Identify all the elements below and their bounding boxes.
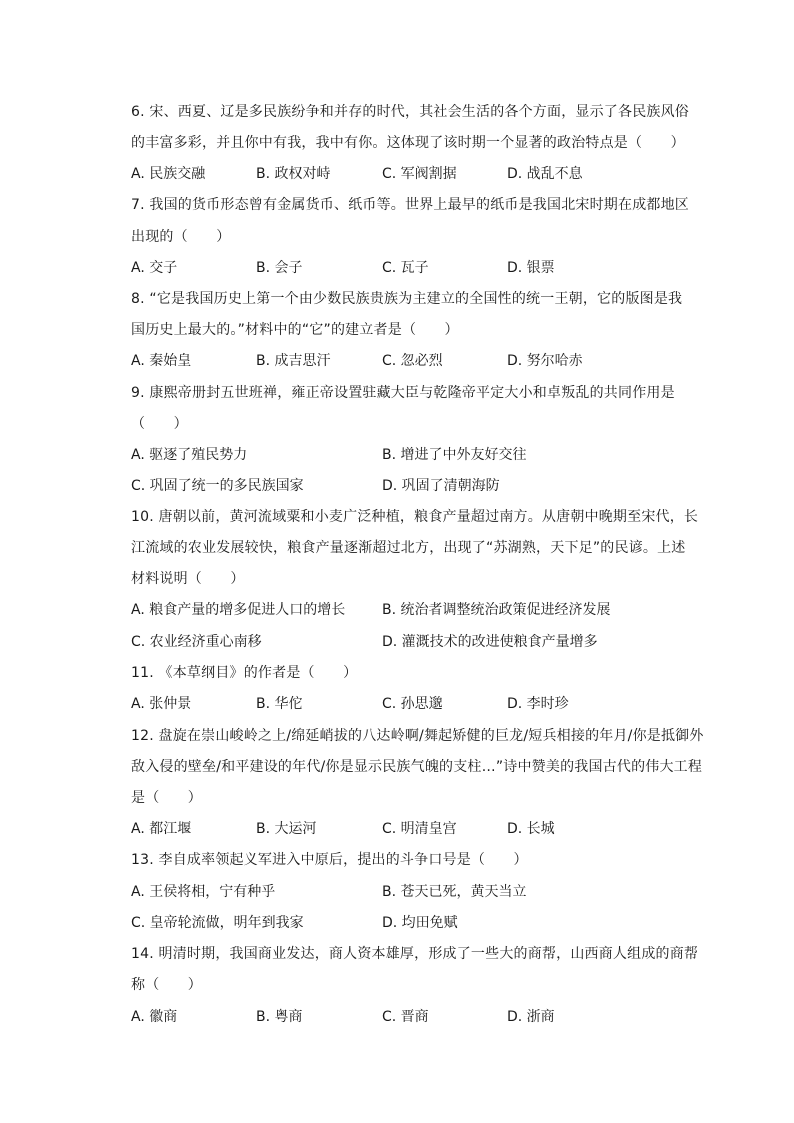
question-14-option-c[interactable]: C. 晋商	[382, 1009, 429, 1025]
question-12-option-c[interactable]: C. 明清皇宫	[382, 821, 457, 837]
question-9-option-d[interactable]: D. 巩固了清朝海防	[382, 478, 500, 494]
question-12-option-b[interactable]: B. 大运河	[256, 821, 317, 837]
question-10-option-d[interactable]: D. 灌溉技术的改进使粮食产量增多	[382, 634, 598, 650]
question-11-option-a[interactable]: A. 张仲景	[131, 696, 192, 712]
question-8-line-1: 8. “它是我国历史上第一个由少数民族贵族为主建立的全国性的统一王朝，它的版图是我	[131, 291, 683, 307]
question-6-option-c[interactable]: C. 军阀割据	[382, 166, 457, 182]
question-13-option-b[interactable]: B. 苍天已死，黄天当立	[382, 884, 527, 900]
question-6-line-1: 6. 宋、西夏、辽是多民族纷争和并存的时代，其社会生活的各个方面，显示了各民族风俗	[131, 104, 690, 120]
question-8-option-a[interactable]: A. 秦始皇	[131, 353, 192, 369]
question-14-line-1: 14. 明清时期，我国商业发达，商人资本雄厚，形成了一些大的商帮，山西商人组成的商帮	[131, 946, 699, 962]
question-10-option-c[interactable]: C. 农业经济重心南移	[131, 634, 262, 650]
question-14-option-d[interactable]: D. 浙商	[507, 1009, 555, 1025]
question-6-line-2: 的丰富多彩，并且你中有我，我中有你。这体现了该时期一个显著的政治特点是（ ）	[131, 135, 685, 151]
question-7-line-1: 7. 我国的货币形态曾有金属货币、纸币等。世界上最早的纸币是我国北宋时期在成都地区	[131, 197, 690, 213]
question-10-option-b[interactable]: B. 统治者调整统治政策促进经济发展	[382, 602, 611, 618]
question-12-option-a[interactable]: A. 都江堰	[131, 821, 192, 837]
question-7-line-2: 出现的（ ）	[131, 229, 231, 245]
question-9-option-a[interactable]: A. 驱逐了殖民势力	[131, 447, 248, 463]
question-12-line-2: 敌入侵的壁垒/和平建设的年代/你是显示民族气魄的支柱…”诗中赞美的我国古代的伟大工程	[131, 759, 703, 775]
question-12-line-3: 是（ ）	[131, 790, 202, 806]
question-9-option-b[interactable]: B. 增进了中外友好交往	[382, 447, 527, 463]
question-14-option-a[interactable]: A. 徽商	[131, 1009, 178, 1025]
question-10-line-2: 江流域的农业发展较快，粮食产量逐渐超过北方，出现了“苏湖熟，天下足”的民谚。上述	[131, 540, 686, 556]
question-13-line-1: 13. 李自成率领起义军进入中原后，提出的斗争口号是（ ）	[131, 852, 528, 868]
question-13-option-c[interactable]: C. 皇帝轮流做，明年到我家	[131, 915, 304, 931]
question-14-line-2: 称（ ）	[131, 977, 202, 993]
question-9-line-1: 9. 康熙帝册封五世班禅，雍正帝设置驻藏大臣与乾隆帝平定大小和卓叛乱的共同作用是	[131, 385, 675, 401]
question-7-option-b[interactable]: B. 会子	[256, 260, 303, 276]
question-8-option-c[interactable]: C. 忽必烈	[382, 353, 443, 369]
question-11-option-d[interactable]: D. 李时珍	[507, 696, 569, 712]
question-6-option-b[interactable]: B. 政权对峙	[256, 166, 331, 182]
question-12-line-1: 12. 盘旋在崇山峻岭之上/绵延峭拔的八达岭啊/舞起矫健的巨龙/短兵相接的年月/你是抵御外	[131, 728, 704, 744]
question-11-option-b[interactable]: B. 华佗	[256, 696, 303, 712]
question-14-option-b[interactable]: B. 粤商	[256, 1009, 303, 1025]
question-9-option-c[interactable]: C. 巩固了统一的多民族国家	[131, 478, 304, 494]
question-10-option-a[interactable]: A. 粮食产量的增多促进人口的增长	[131, 602, 346, 618]
question-8-option-d[interactable]: D. 努尔哈赤	[507, 353, 583, 369]
question-10-line-1: 10. 唐朝以前，黄河流域粟和小麦广泛种植，粮食产量超过南方。从唐朝中晚期至宋代，长	[131, 509, 699, 525]
question-11-line-1: 11. 《本草纲目》的作者是（ ）	[131, 665, 358, 681]
question-6-option-d[interactable]: D. 战乱不息	[507, 166, 583, 182]
question-6-option-a[interactable]: A. 民族交融	[131, 166, 206, 182]
question-7-option-a[interactable]: A. 交子	[131, 260, 178, 276]
question-10-line-3: 材料说明（ ）	[131, 571, 245, 587]
question-11-option-c[interactable]: C. 孙思邈	[382, 696, 443, 712]
question-13-option-d[interactable]: D. 均田免赋	[382, 915, 458, 931]
question-7-option-d[interactable]: D. 银票	[507, 260, 555, 276]
question-12-option-d[interactable]: D. 长城	[507, 821, 555, 837]
question-8-option-b[interactable]: B. 成吉思汗	[256, 353, 331, 369]
question-13-option-a[interactable]: A. 王侯将相，宁有种乎	[131, 884, 276, 900]
question-8-line-2: 国历史上最大的。”材料中的“它”的建立者是（ ）	[131, 322, 459, 338]
question-9-line-2: （ ）	[131, 416, 188, 432]
question-7-option-c[interactable]: C. 瓦子	[382, 260, 429, 276]
